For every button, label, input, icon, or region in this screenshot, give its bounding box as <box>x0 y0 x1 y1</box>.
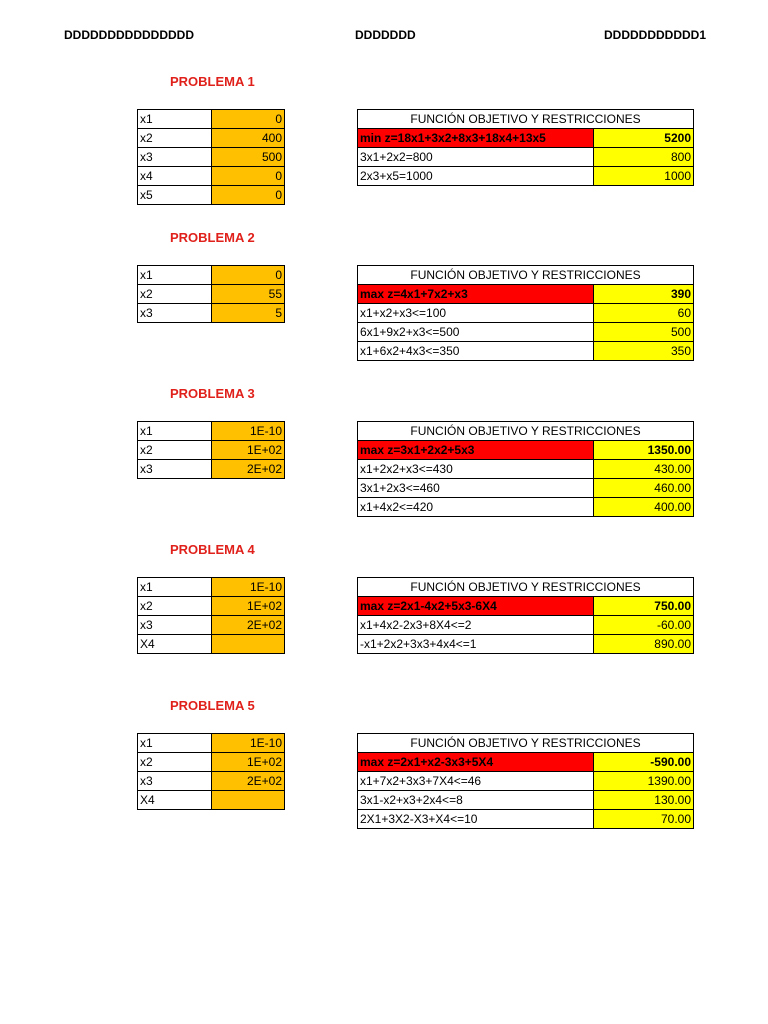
variable-row <box>138 772 285 791</box>
table-header-cell: FUNCIÓN OBJETIVO Y RESTRICCIONES <box>358 422 694 441</box>
variable-value-cell[interactable]: 0 <box>212 266 285 285</box>
variable-row <box>138 616 285 635</box>
variable-value-cell[interactable]: 500 <box>212 148 285 167</box>
variable-name-cell[interactable]: x2 <box>138 597 212 616</box>
variable-value-cell[interactable]: 0 <box>212 167 285 186</box>
objective-expression-cell[interactable]: max z=2x1+x2-3x3+5X4 <box>358 753 594 772</box>
header-right: DDDDDDDDDDD1 <box>604 28 706 42</box>
variable-name-cell[interactable]: X4 <box>138 791 212 810</box>
constraint-value-cell[interactable]: 890.00 <box>594 635 694 654</box>
constraint-expression-cell[interactable]: x1+6x2+4x3<=350 <box>358 342 594 361</box>
constraint-value-cell[interactable]: 60 <box>594 304 694 323</box>
variable-row <box>138 422 285 441</box>
header-left: DDDDDDDDDDDDDDD <box>64 28 194 42</box>
constraint-row <box>358 635 694 654</box>
constraint-expression-cell[interactable]: 3x1-x2+x3+2x4<=8 <box>358 791 594 810</box>
variable-value-cell[interactable]: 1E+02 <box>212 753 285 772</box>
constraint-value-cell[interactable]: 430.00 <box>594 460 694 479</box>
constraint-expression-cell[interactable]: x1+4x2<=420 <box>358 498 594 517</box>
variable-row <box>138 635 285 654</box>
table-header-cell: FUNCIÓN OBJETIVO Y RESTRICCIONES <box>358 266 694 285</box>
variable-row <box>138 734 285 753</box>
variable-value-cell[interactable]: 5 <box>212 304 285 323</box>
objective-value-cell[interactable]: 390 <box>594 285 694 304</box>
variables-table <box>137 577 285 654</box>
variable-name-cell[interactable]: x5 <box>138 186 212 205</box>
objective-constraints-table <box>357 733 694 829</box>
constraint-row <box>358 304 694 323</box>
constraint-expression-cell[interactable]: 6x1+9x2+x3<=500 <box>358 323 594 342</box>
objective-row <box>358 597 694 616</box>
constraint-row <box>358 772 694 791</box>
variable-row <box>138 304 285 323</box>
constraint-expression-cell[interactable]: 3x1+2x3<=460 <box>358 479 594 498</box>
variable-name-cell[interactable]: x3 <box>138 304 212 323</box>
variables-table <box>137 265 285 323</box>
variable-value-cell[interactable]: 2E+02 <box>212 616 285 635</box>
variable-row <box>138 285 285 304</box>
variable-value-cell[interactable]: 1E-10 <box>212 422 285 441</box>
constraint-value-cell[interactable]: 350 <box>594 342 694 361</box>
objective-constraints-table <box>357 577 694 654</box>
objective-value-cell[interactable]: -590.00 <box>594 753 694 772</box>
variable-row <box>138 148 285 167</box>
constraint-value-cell[interactable]: 400.00 <box>594 498 694 517</box>
constraint-value-cell[interactable]: -60.00 <box>594 616 694 635</box>
objective-value-cell[interactable]: 750.00 <box>594 597 694 616</box>
objective-expression-cell[interactable]: max z=4x1+7x2+x3 <box>358 285 594 304</box>
objective-constraints-table <box>357 265 694 361</box>
constraint-value-cell[interactable]: 130.00 <box>594 791 694 810</box>
objective-value-cell[interactable]: 1350.00 <box>594 441 694 460</box>
constraint-row <box>358 616 694 635</box>
variable-value-cell[interactable]: 400 <box>212 129 285 148</box>
table-header-cell: FUNCIÓN OBJETIVO Y RESTRICCIONES <box>358 110 694 129</box>
objective-row <box>358 441 694 460</box>
variable-name-cell[interactable]: x1 <box>138 578 212 597</box>
constraint-value-cell[interactable]: 70.00 <box>594 810 694 829</box>
variable-name-cell[interactable]: x2 <box>138 753 212 772</box>
objective-constraints-table <box>357 421 694 517</box>
table-header-cell: FUNCIÓN OBJETIVO Y RESTRICCIONES <box>358 734 694 753</box>
variable-row <box>138 791 285 810</box>
variable-value-cell[interactable]: 2E+02 <box>212 772 285 791</box>
constraint-row <box>358 810 694 829</box>
constraint-expression-cell[interactable]: 2x3+x5=1000 <box>358 167 594 186</box>
variable-name-cell[interactable]: x1 <box>138 266 212 285</box>
constraint-row <box>358 479 694 498</box>
variable-name-cell[interactable]: x3 <box>138 460 212 479</box>
variable-name-cell[interactable]: x2 <box>138 441 212 460</box>
variable-value-cell[interactable]: 0 <box>212 186 285 205</box>
variable-name-cell[interactable]: x3 <box>138 772 212 791</box>
variable-row <box>138 460 285 479</box>
problem-title: PROBLEMA 5 <box>170 698 255 713</box>
variable-value-cell[interactable]: 1E+02 <box>212 597 285 616</box>
constraint-row <box>358 148 694 167</box>
constraint-row <box>358 498 694 517</box>
variable-value-cell[interactable]: 55 <box>212 285 285 304</box>
objective-row <box>358 753 694 772</box>
variable-row <box>138 578 285 597</box>
variable-row <box>138 753 285 772</box>
variable-value-cell[interactable] <box>212 791 285 810</box>
variable-value-cell[interactable]: 2E+02 <box>212 460 285 479</box>
header-center: DDDDDDD <box>355 28 416 42</box>
constraint-value-cell[interactable]: 1000 <box>594 167 694 186</box>
objective-expression-cell[interactable]: max z=3x1+2x2+5x3 <box>358 441 594 460</box>
objective-row <box>358 285 694 304</box>
constraint-expression-cell[interactable]: x1+x2+x3<=100 <box>358 304 594 323</box>
constraint-expression-cell[interactable]: 3x1+2x2=800 <box>358 148 594 167</box>
constraint-expression-cell[interactable]: -x1+2x2+3x3+4x4<=1 <box>358 635 594 654</box>
variable-row <box>138 129 285 148</box>
problem-title: PROBLEMA 4 <box>170 542 255 557</box>
variable-value-cell[interactable]: 0 <box>212 110 285 129</box>
constraint-value-cell[interactable]: 460.00 <box>594 479 694 498</box>
constraint-row <box>358 167 694 186</box>
variable-value-cell[interactable]: 1E+02 <box>212 441 285 460</box>
variable-name-cell[interactable]: x3 <box>138 616 212 635</box>
variables-table <box>137 109 285 205</box>
constraint-row <box>358 791 694 810</box>
objective-expression-cell[interactable]: min z=18x1+3x2+8x3+18x4+13x5 <box>358 129 594 148</box>
objective-expression-cell[interactable]: max z=2x1-4x2+5x3-6X4 <box>358 597 594 616</box>
variables-table <box>137 733 285 810</box>
variable-value-cell[interactable]: 1E-10 <box>212 734 285 753</box>
objective-row <box>358 129 694 148</box>
variable-name-cell[interactable]: x1 <box>138 110 212 129</box>
constraint-row <box>358 323 694 342</box>
variable-row <box>138 110 285 129</box>
variable-row <box>138 186 285 205</box>
variable-name-cell[interactable]: x3 <box>138 148 212 167</box>
constraint-expression-cell[interactable]: 2X1+3X2-X3+X4<=10 <box>358 810 594 829</box>
variable-row <box>138 597 285 616</box>
variable-name-cell[interactable]: x4 <box>138 167 212 186</box>
constraint-row <box>358 342 694 361</box>
variables-table <box>137 421 285 479</box>
variable-name-cell[interactable]: x1 <box>138 422 212 441</box>
variable-value-cell[interactable]: 1E-10 <box>212 578 285 597</box>
variable-value-cell[interactable] <box>212 635 285 654</box>
objective-value-cell[interactable]: 5200 <box>594 129 694 148</box>
constraint-row <box>358 460 694 479</box>
problem-title: PROBLEMA 3 <box>170 386 255 401</box>
constraint-expression-cell[interactable]: x1+7x2+3x3+7X4<=46 <box>358 772 594 791</box>
variable-name-cell[interactable]: x2 <box>138 285 212 304</box>
constraint-value-cell[interactable]: 1390.00 <box>594 772 694 791</box>
variable-name-cell[interactable]: X4 <box>138 635 212 654</box>
table-header-cell: FUNCIÓN OBJETIVO Y RESTRICCIONES <box>358 578 694 597</box>
constraint-value-cell[interactable]: 500 <box>594 323 694 342</box>
variable-name-cell[interactable]: x2 <box>138 129 212 148</box>
constraint-expression-cell[interactable]: x1+4x2-2x3+8X4<=2 <box>358 616 594 635</box>
problem-title: PROBLEMA 1 <box>170 74 255 89</box>
variable-row <box>138 441 285 460</box>
constraint-expression-cell[interactable]: x1+2x2+x3<=430 <box>358 460 594 479</box>
variable-row <box>138 167 285 186</box>
variable-name-cell[interactable]: x1 <box>138 734 212 753</box>
problem-title: PROBLEMA 2 <box>170 230 255 245</box>
variable-row <box>138 266 285 285</box>
constraint-value-cell[interactable]: 800 <box>594 148 694 167</box>
objective-constraints-table <box>357 109 694 186</box>
